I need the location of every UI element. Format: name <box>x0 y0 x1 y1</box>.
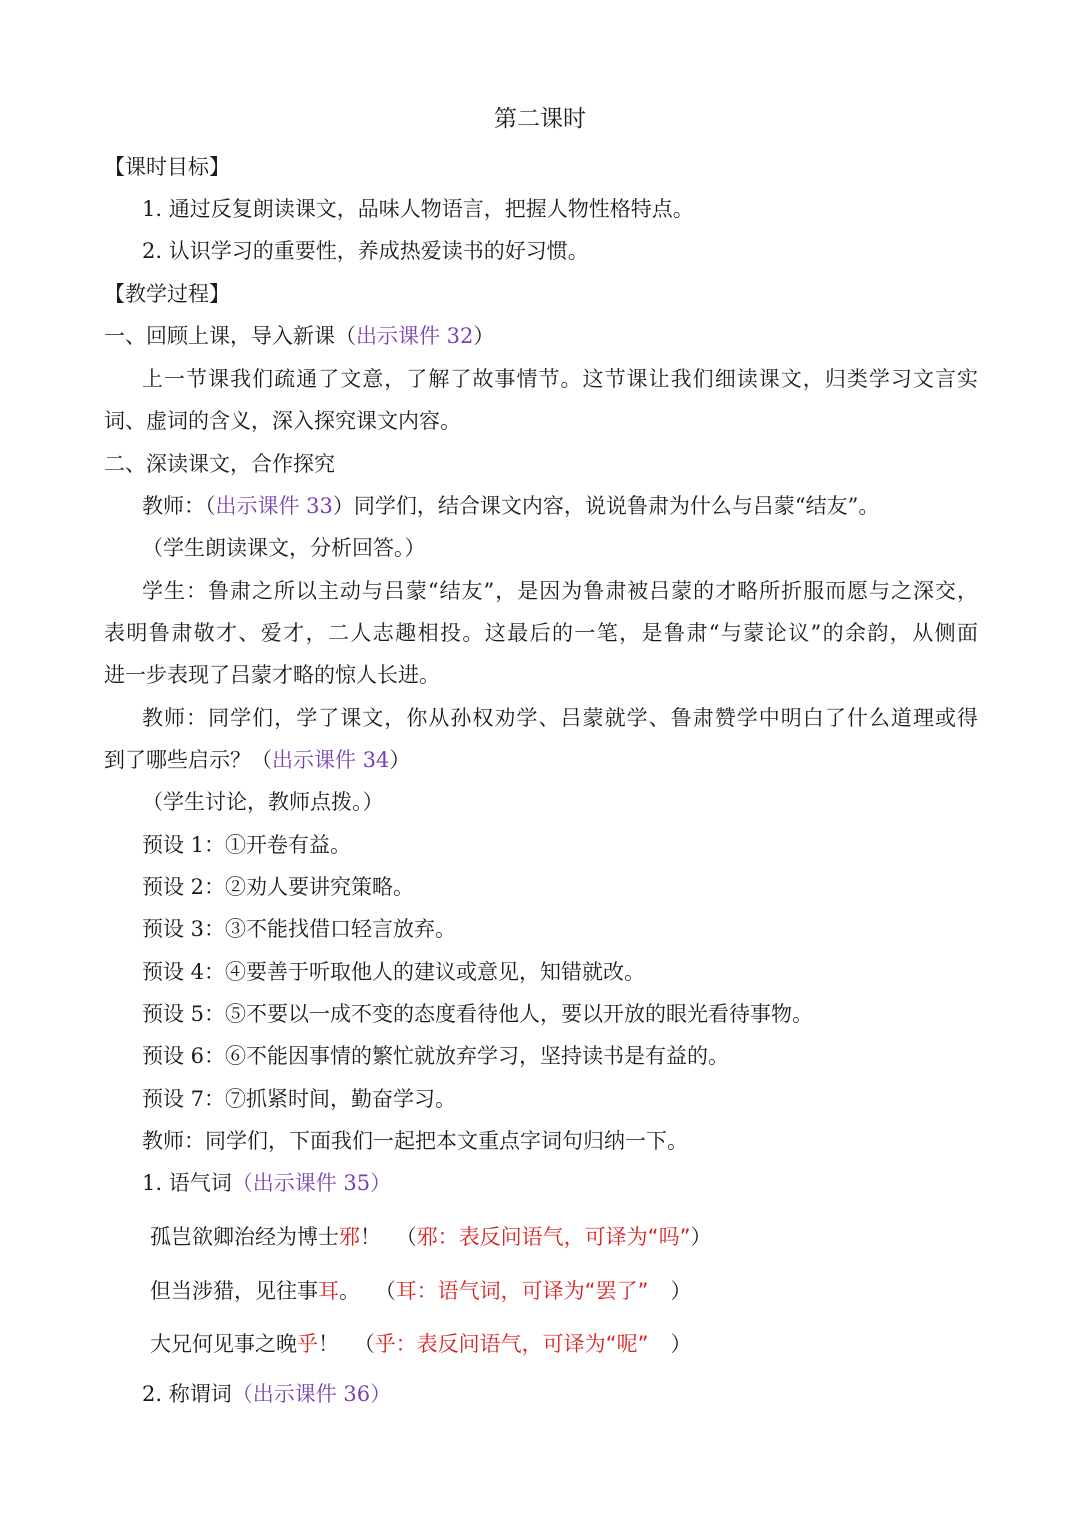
teacher1-slide-ref: 出示课件 33 <box>215 494 333 518</box>
student-line2: 表明鲁肃敬才、爱才，二人志趣相投。这最后的一笔，是鲁肃“与蒙论议”的余韵，从侧面 <box>104 621 978 645</box>
process-heading: 【教学过程】 <box>104 282 230 306</box>
teacher3: 教师：同学们，下面我们一起把本文重点字词句归纳一下。 <box>142 1129 688 1153</box>
note2: （学生讨论，教师点拨。） <box>142 790 384 814</box>
example-3-note: 乎：表反问语气，可译为“呢” <box>374 1332 649 1356</box>
sub2-heading <box>142 1379 391 1409</box>
example-2 <box>150 1276 691 1306</box>
section1-open-paren: （ <box>335 324 356 348</box>
teacher2-suffix: ） <box>389 748 411 772</box>
preset-4: 预设 4：④要善于听取他人的建议或意见，知错就改。 <box>142 960 646 984</box>
sub1-heading <box>142 1168 391 1198</box>
section2-title: 二、深读课文，合作探究 <box>104 452 335 476</box>
preset-7: 预设 7：⑦抓紧时间，勤奋学习。 <box>142 1087 457 1111</box>
example-3-open: （ <box>353 1332 375 1356</box>
sub2-slide-ref: （出示课件 36） <box>231 1382 392 1406</box>
example-1-close: ） <box>690 1225 712 1249</box>
page-title: 第二课时 <box>494 106 586 132</box>
teacher1-prefix: 教师：（ <box>142 494 216 518</box>
example-1-particle: 邪 <box>339 1225 360 1249</box>
section1-title: 一、回顾上课，导入新课 <box>104 324 335 348</box>
student-line1: 学生：鲁肃之所以主动与吕蒙“结友”，是因为鲁肃被吕蒙的才略所折服而愿与之深交， <box>142 579 978 603</box>
teacher2-prefix: 到了哪些启示？（ <box>104 748 272 772</box>
sub2-label: 2. 称谓词 <box>142 1382 232 1406</box>
sub1-slide-ref: （出示课件 35） <box>231 1171 392 1195</box>
section1-para-line2: 词、虚词的含义，深入探究课文内容。 <box>104 409 461 433</box>
example-2-open: （ <box>374 1279 396 1303</box>
example-3-close: ） <box>670 1332 692 1356</box>
example-2-sentence: 但当涉猎，见往事 <box>150 1279 318 1303</box>
example-1-end: ！ <box>360 1225 381 1249</box>
note1: （学生朗读课文，分析回答。） <box>142 536 426 560</box>
example-1 <box>150 1222 711 1252</box>
goals-heading: 【课时目标】 <box>104 155 230 179</box>
teacher2-line2 <box>104 745 410 775</box>
example-2-particle: 耳 <box>318 1279 339 1303</box>
preset-5: 预设 5：⑤不要以一成不变的态度看待他人，要以开放的眼光看待事物。 <box>142 1002 814 1026</box>
example-1-note: 邪：表反问语气，可译为“吗” <box>416 1225 691 1249</box>
preset-2: 预设 2：②劝人要讲究策略。 <box>142 875 415 899</box>
preset-6: 预设 6：⑥不能因事情的繁忙就放弃学习，坚持读书是有益的。 <box>142 1044 730 1068</box>
example-1-sentence: 孤岂欲卿治经为博士 <box>150 1225 339 1249</box>
student-line3: 进一步表现了吕蒙才略的惊人长进。 <box>104 663 440 687</box>
example-3-sentence: 大兄何见事之晚 <box>150 1332 297 1356</box>
teacher1-rest: ）同学们，结合课文内容，说说鲁肃为什么与吕蒙“结友”。 <box>332 494 880 518</box>
example-2-close: ） <box>670 1279 692 1303</box>
example-2-note: 耳：语气词，可译为“罢了” <box>395 1279 649 1303</box>
preset-3: 预设 3：③不能找借口轻言放弃。 <box>142 917 457 941</box>
section1-slide-ref: 出示课件 32 <box>356 324 474 348</box>
teacher2-line1: 教师：同学们，学了课文，你从孙权劝学、吕蒙就学、鲁肃赞学中明白了什么道理或得 <box>142 706 978 730</box>
teacher1-line <box>142 491 879 521</box>
preset-1: 预设 1：①开卷有益。 <box>142 833 352 857</box>
example-1-open: （ <box>395 1225 417 1249</box>
section1-close-paren: ） <box>473 324 495 348</box>
sub1-label: 1. 语气词 <box>142 1171 232 1195</box>
example-3-end: ！ <box>318 1332 339 1356</box>
teacher2-slide-ref: 出示课件 34 <box>272 748 390 772</box>
section1-title-line <box>104 321 494 351</box>
goal-item-1: 1. 通过反复朗读课文，品味人物语言，把握人物性格特点。 <box>142 197 694 221</box>
goal-item-2: 2. 认识学习的重要性，养成热爱读书的好习惯。 <box>142 239 589 263</box>
example-3 <box>150 1329 691 1359</box>
section1-para-line1: 上一节课我们疏通了文意，了解了故事情节。这节课让我们细读课文，归类学习文言实 <box>142 367 978 391</box>
example-2-end: 。 <box>339 1279 360 1303</box>
example-3-particle: 乎 <box>297 1332 318 1356</box>
